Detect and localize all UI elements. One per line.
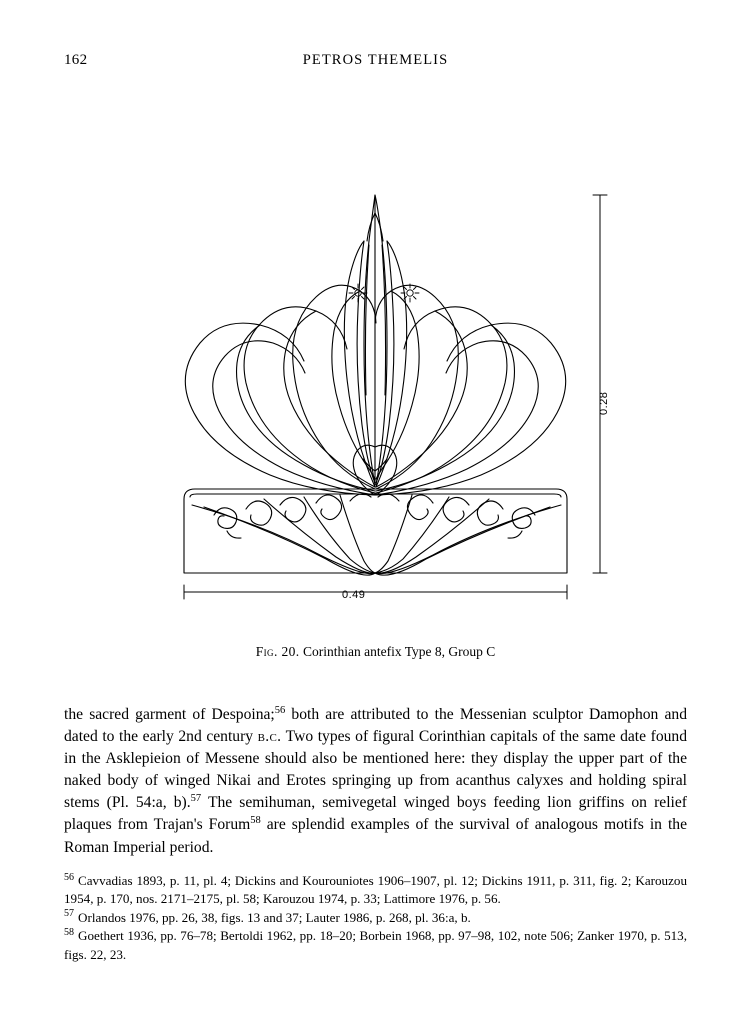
page-number: 162 (64, 52, 88, 68)
footnote-ref-56[interactable]: 56 (274, 704, 286, 716)
dimension-height-label: 0.28 (598, 391, 610, 415)
body-paragraph (64, 704, 687, 859)
footnote-text-58: Goethert 1936, pp. 76–78; Bertoldi 1962, pp. 18–20; Borbein 1968, pp. 97–98, 102, note 506; Zanker 1970, p. 513, figs. 22, 23. (64, 928, 687, 962)
footnote-57 (64, 909, 687, 927)
footnote-56 (64, 872, 687, 909)
footnote-text-57: Orlandos 1976, pp. 26, 38, figs. 13 and 37; Lauter 1986, p. 268, pl. 36:a, b. (78, 909, 471, 925)
dimension-width-label: 0.49 (342, 589, 366, 601)
figure-caption-text: Corinthian antefix Type 8, Group C (302, 644, 496, 659)
running-head (64, 52, 687, 72)
body-seg-4: The semihuman, semivegetal winged boys feeding lion griffins on relief plaques from Trajan's Forum (64, 794, 687, 834)
body-text (64, 704, 687, 859)
footnote-ref-57[interactable]: 57 (190, 793, 202, 805)
running-head-title: PETROS THEMELIS (302, 52, 449, 68)
footnote-ref-58[interactable]: 58 (250, 815, 261, 827)
body-seg-2: both are attributed to the Messenian sculptor Damophon and dated to the early 2nd century (64, 706, 687, 746)
body-seg-3: Two types of figural Corinthian capitals of the same date found in the Asklepieion of Messene should also be mentioned here: they display the upper part of the naked body of winged Nikai and Erotes springing up from acanthus calyxes and holding spiral stems (Pl. 54:a, b). (64, 728, 688, 812)
figure-20 (64, 95, 687, 660)
figure-caption-label: Fig. 20. (255, 644, 300, 659)
footnote-number-58: 58 (64, 926, 74, 938)
body-seg-5: are splendid examples of the survival of analogous motifs in the Roman Imperial period. (64, 816, 687, 856)
footnote-number-56: 56 (64, 871, 74, 883)
body-seg-1: the sacred garment of Despoina; (64, 706, 275, 723)
body-seg-bc: b.c. (257, 728, 282, 746)
footnote-number-57: 57 (64, 908, 74, 920)
figure-caption (64, 644, 687, 660)
antefix-drawing (64, 95, 687, 660)
footnote-text-56: Cavvadias 1893, p. 11, pl. 4; Dickins and Kourouniotes 1906–1907, pl. 12; Dickins 1911, p. 311, fig. 2; Karouzou 1954, p. 170, nos. 2171–2175, pl. 58; Karouzou 1974, p. 33; Lattimore 1976, p. 56. (64, 873, 687, 907)
footnote-58 (64, 927, 687, 964)
footnotes (64, 872, 687, 964)
